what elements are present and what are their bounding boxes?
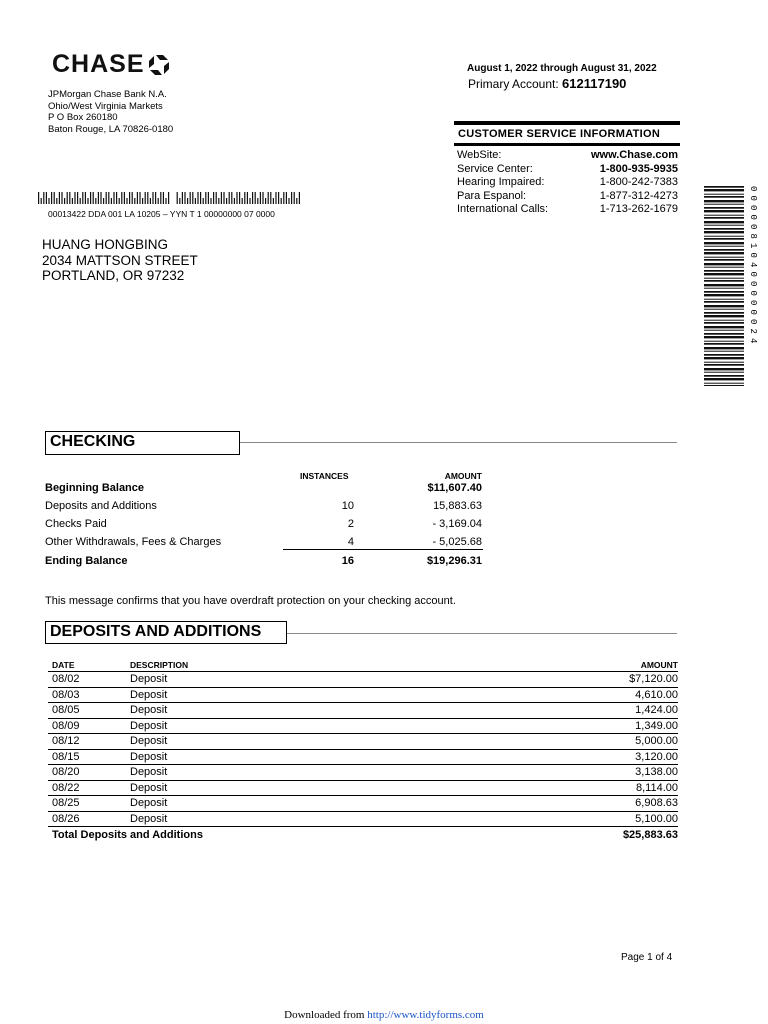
deposit-date: 08/09 xyxy=(52,719,80,732)
date-header: DATE xyxy=(52,660,75,670)
checking-row-amount: 15,883.63 xyxy=(433,500,482,512)
table-row xyxy=(48,703,678,719)
deposit-amount: 4,610.00 xyxy=(635,688,678,701)
checking-row-instances: 16 xyxy=(341,555,354,567)
deposit-date: 08/03 xyxy=(52,688,80,701)
table-row xyxy=(48,781,678,797)
cs-value: 1-713-262-1679 xyxy=(599,203,678,215)
primary-account-number: 612117190 xyxy=(562,76,627,91)
deposit-description: Deposit xyxy=(130,781,168,794)
deposit-date: 08/26 xyxy=(52,812,80,825)
deposit-description: Deposit xyxy=(130,812,168,825)
table-row xyxy=(48,719,678,735)
deposit-amount: 8,114.00 xyxy=(635,781,678,794)
deposits-title-text: DEPOSITS AND ADDITIONS xyxy=(50,623,262,640)
customer-service-row xyxy=(457,203,678,217)
customer-service-list xyxy=(454,146,680,217)
amount-header: AMOUNT xyxy=(640,660,678,670)
cs-value: 1-877-312-4273 xyxy=(599,189,678,202)
table-row xyxy=(48,688,678,704)
instances-header: INSTANCES xyxy=(300,471,349,481)
cs-value: www.Chase.com xyxy=(590,149,678,161)
customer-street: 2034 MATTSON STREET xyxy=(42,252,198,268)
table-row xyxy=(48,672,678,688)
customer-service-row xyxy=(457,149,678,163)
table-row xyxy=(48,765,678,781)
cs-label: Hearing Impaired: xyxy=(457,176,545,188)
cs-value: 1-800-242-7383 xyxy=(599,176,678,188)
total-amount: $25,883.63 xyxy=(622,829,678,841)
cs-label: WebSite: xyxy=(457,149,502,161)
checking-row-instances: 4 xyxy=(347,536,354,548)
amount-header: AMOUNT xyxy=(444,471,482,481)
bank-address-line: Baton Rouge, LA 70826-0180 xyxy=(48,123,174,135)
deposit-date: 08/22 xyxy=(52,781,80,794)
table-row xyxy=(48,796,678,812)
table-row xyxy=(48,812,678,828)
checking-row-amount: $11,607.40 xyxy=(427,482,482,494)
checking-row-instances: 2 xyxy=(347,518,354,530)
deposit-date: 08/25 xyxy=(52,797,80,810)
mail-barcode-icon xyxy=(38,192,300,206)
customer-service-row xyxy=(457,190,678,204)
bank-address-line: P O Box 260180 xyxy=(48,112,118,123)
cs-label: International Calls: xyxy=(457,203,549,215)
customer-service-box xyxy=(454,121,680,217)
deposit-description: Deposit xyxy=(130,750,168,763)
customer-city: PORTLAND, OR 97232 xyxy=(42,268,185,283)
chase-octagon-icon xyxy=(149,55,169,75)
checking-row-label: Beginning Balance xyxy=(45,482,145,494)
deposit-amount: 5,100.00 xyxy=(635,812,678,825)
checking-row-amount: - 5,025.68 xyxy=(432,536,482,548)
deposits-table xyxy=(48,656,678,843)
logo-text: CHASE xyxy=(52,50,145,78)
customer-service-title: CUSTOMER SERVICE INFORMATION xyxy=(458,128,661,140)
checking-row-instances: 10 xyxy=(341,500,354,512)
deposit-amount: 1,424.00 xyxy=(635,704,678,717)
deposits-section-title xyxy=(45,621,287,644)
deposit-amount: 3,138.00 xyxy=(635,766,678,779)
bank-address-line: JPMorgan Chase Bank N.A. xyxy=(48,89,167,100)
section-divider xyxy=(287,633,677,634)
overdraft-message: This message confirms that you have overdraft protection on your checking account. xyxy=(45,595,456,607)
deposit-date: 08/15 xyxy=(52,750,80,763)
table-row xyxy=(48,734,678,750)
customer-address xyxy=(42,237,198,284)
page-number: Page 1 of 4 xyxy=(621,952,673,963)
bank-address-line: Ohio/West Virginia Markets xyxy=(48,100,163,112)
checking-row-amount: - 3,169.04 xyxy=(432,518,482,530)
vertical-barcode-digits: 00000810400000024 xyxy=(748,186,758,348)
deposit-amount: 5,000.00 xyxy=(635,735,678,748)
deposit-description: Deposit xyxy=(130,688,168,701)
footer-text: Downloaded from xyxy=(284,1009,368,1021)
checking-row-amount: $19,296.31 xyxy=(426,555,482,567)
checking-row-label: Other Withdrawals, Fees & Charges xyxy=(45,536,222,548)
deposit-description: Deposit xyxy=(130,766,168,779)
customer-service-row xyxy=(457,176,678,190)
mail-code: 00013422 DDA 001 LA 10205 – YYN T 1 00000000 07 0000 xyxy=(48,209,275,219)
bank-address xyxy=(48,89,173,135)
chase-logo xyxy=(52,50,169,79)
cs-label: Para Espanol: xyxy=(457,189,527,202)
checking-row-label: Checks Paid xyxy=(45,518,107,530)
deposit-amount: 3,120.00 xyxy=(635,750,678,763)
vertical-barcode-icon xyxy=(704,186,744,386)
primary-account-label: Primary Account: xyxy=(468,77,559,91)
footer-link[interactable]: http://www.tidyforms.com xyxy=(367,1009,484,1021)
checking-title-text: CHECKING xyxy=(50,433,136,450)
deposits-rows xyxy=(48,671,678,827)
deposit-description: Deposit xyxy=(130,719,168,732)
deposit-amount: $7,120.00 xyxy=(629,673,678,686)
sum-rule xyxy=(283,549,483,550)
deposit-date: 08/20 xyxy=(52,766,80,779)
checking-section-title xyxy=(45,431,240,455)
customer-service-row xyxy=(457,163,678,177)
table-row xyxy=(48,750,678,766)
deposit-description: Deposit xyxy=(130,673,168,686)
total-label: Total Deposits and Additions xyxy=(52,829,203,841)
cs-label: Service Center: xyxy=(457,162,533,175)
deposit-date: 08/05 xyxy=(52,704,80,717)
deposit-description: Deposit xyxy=(130,704,168,717)
deposit-description: Deposit xyxy=(130,797,168,810)
primary-account xyxy=(468,76,626,91)
description-header: DESCRIPTION xyxy=(130,660,189,670)
deposit-amount: 1,349.00 xyxy=(635,719,678,732)
cs-value: 1-800-935-9935 xyxy=(599,162,678,175)
download-footer xyxy=(0,1009,768,1021)
checking-row-label: Deposits and Additions xyxy=(45,500,157,512)
deposit-amount: 6,908.63 xyxy=(635,797,678,810)
deposits-total-row xyxy=(48,827,678,843)
deposit-description: Deposit xyxy=(130,735,168,748)
deposits-header-row xyxy=(48,656,678,671)
customer-name: HUANG HONGBING xyxy=(42,237,169,252)
section-divider xyxy=(240,442,677,443)
checking-row-label: Ending Balance xyxy=(45,555,128,567)
deposit-date: 08/12 xyxy=(52,735,80,748)
deposit-date: 08/02 xyxy=(52,673,80,686)
statement-period: August 1, 2022 through August 31, 2022 xyxy=(467,63,657,74)
vertical-barcode xyxy=(704,186,758,386)
